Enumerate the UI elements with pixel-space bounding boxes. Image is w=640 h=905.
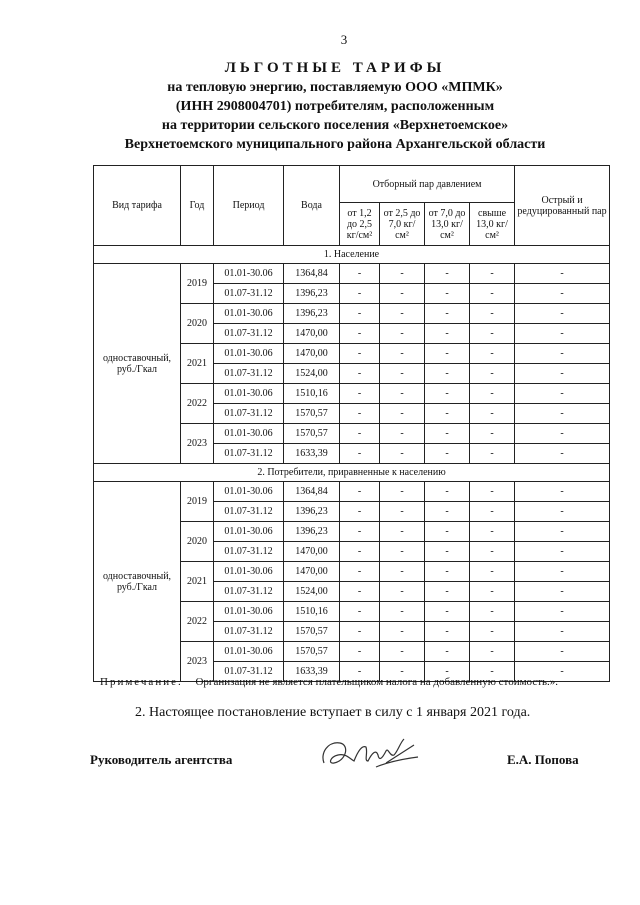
dash-cell: -: [515, 582, 610, 602]
year-cell: 2023: [181, 642, 214, 682]
header-steam-col: свыше 13,0 кг/см²: [470, 203, 515, 246]
dash-cell: -: [470, 324, 515, 344]
water-value-cell: 1570,57: [284, 424, 340, 444]
header-steam-col: от 7,0 до 13,0 кг/см²: [425, 203, 470, 246]
dash-cell: -: [470, 404, 515, 424]
water-value-cell: 1570,57: [284, 404, 340, 424]
water-value-cell: 1470,00: [284, 562, 340, 582]
dash-cell: -: [470, 364, 515, 384]
period-cell: 01.01-30.06: [214, 304, 284, 324]
dash-cell: -: [425, 662, 470, 682]
dash-cell: -: [425, 404, 470, 424]
dash-cell: -: [340, 562, 380, 582]
year-cell: 2022: [181, 602, 214, 642]
dash-cell: -: [425, 622, 470, 642]
dash-cell: -: [380, 324, 425, 344]
dash-cell: -: [470, 264, 515, 284]
dash-cell: -: [340, 364, 380, 384]
header-year: Год: [181, 166, 214, 246]
dash-cell: -: [470, 582, 515, 602]
period-cell: 01.07-31.12: [214, 444, 284, 464]
dash-cell: -: [340, 384, 380, 404]
water-value-cell: 1570,57: [284, 642, 340, 662]
dash-cell: -: [470, 642, 515, 662]
dash-cell: -: [380, 502, 425, 522]
dash-cell: -: [340, 542, 380, 562]
dash-cell: -: [470, 522, 515, 542]
dash-cell: -: [425, 522, 470, 542]
dash-cell: -: [425, 364, 470, 384]
period-cell: 01.07-31.12: [214, 502, 284, 522]
period-cell: 01.01-30.06: [214, 264, 284, 284]
dash-cell: -: [340, 482, 380, 502]
water-value-cell: 1396,23: [284, 304, 340, 324]
header-steam-group: Отборный пар давлением: [340, 166, 515, 203]
page-number: 3: [340, 32, 348, 47]
dash-cell: -: [340, 602, 380, 622]
table-row: [94, 482, 610, 502]
period-cell: 01.01-30.06: [214, 482, 284, 502]
dash-cell: -: [470, 562, 515, 582]
dash-cell: -: [380, 482, 425, 502]
dash-cell: -: [425, 344, 470, 364]
note-text: Организация не является плательщиком налога на добавленную стоимость.».: [195, 676, 559, 688]
dash-cell: -: [425, 284, 470, 304]
dash-cell: -: [380, 364, 425, 384]
title-line: (ИНН 2908004701) потребителям, расположенным: [175, 99, 495, 114]
dash-cell: -: [380, 642, 425, 662]
water-value-cell: 1470,00: [284, 324, 340, 344]
dash-cell: -: [425, 384, 470, 404]
dash-cell: -: [515, 444, 610, 464]
period-cell: 01.01-30.06: [214, 344, 284, 364]
period-cell: 01.01-30.06: [214, 562, 284, 582]
dash-cell: -: [515, 264, 610, 284]
dash-cell: -: [515, 642, 610, 662]
dash-cell: -: [340, 582, 380, 602]
dash-cell: -: [470, 344, 515, 364]
dash-cell: -: [380, 304, 425, 324]
year-cell: 2021: [181, 562, 214, 602]
period-cell: 01.01-30.06: [214, 424, 284, 444]
dash-cell: -: [425, 542, 470, 562]
dash-cell: -: [380, 424, 425, 444]
dash-cell: -: [380, 562, 425, 582]
document-title: [0, 58, 640, 154]
dash-cell: -: [425, 642, 470, 662]
dash-cell: -: [380, 384, 425, 404]
water-value-cell: 1633,39: [284, 444, 340, 464]
water-value-cell: 1364,84: [284, 264, 340, 284]
dash-cell: -: [340, 344, 380, 364]
water-value-cell: 1570,57: [284, 622, 340, 642]
header-period: Период: [214, 166, 284, 246]
dash-cell: -: [515, 482, 610, 502]
water-value-cell: 1396,23: [284, 522, 340, 542]
dash-cell: -: [470, 384, 515, 404]
table-body: [94, 246, 610, 682]
header-steam-col: от 2,5 до 7,0 кг/см²: [380, 203, 425, 246]
dash-cell: -: [515, 304, 610, 324]
dash-cell: -: [380, 444, 425, 464]
dash-cell: -: [515, 404, 610, 424]
dash-cell: -: [380, 522, 425, 542]
tariff-table: [93, 165, 610, 682]
dash-cell: -: [380, 344, 425, 364]
dash-cell: -: [340, 304, 380, 324]
signatory-position: Руководитель агентства: [90, 752, 233, 767]
year-cell: 2019: [181, 264, 214, 304]
dash-cell: -: [470, 502, 515, 522]
dash-cell: -: [380, 542, 425, 562]
dash-cell: -: [340, 622, 380, 642]
dash-cell: -: [470, 424, 515, 444]
dash-cell: -: [515, 562, 610, 582]
dash-cell: -: [340, 404, 380, 424]
title-heading: ЛЬГОТНЫЕ ТАРИФЫ: [224, 60, 446, 76]
dash-cell: -: [340, 324, 380, 344]
tariff-type-cell: одноставочный, руб./Гкал: [94, 264, 181, 464]
dash-cell: -: [515, 344, 610, 364]
year-cell: 2020: [181, 304, 214, 344]
dash-cell: -: [340, 284, 380, 304]
dash-cell: -: [425, 304, 470, 324]
water-value-cell: 1396,23: [284, 502, 340, 522]
period-cell: 01.07-31.12: [214, 622, 284, 642]
period-cell: 01.01-30.06: [214, 602, 284, 622]
dash-cell: -: [470, 444, 515, 464]
dash-cell: -: [470, 622, 515, 642]
dash-cell: -: [380, 602, 425, 622]
dash-cell: -: [425, 502, 470, 522]
dash-cell: -: [380, 662, 425, 682]
period-cell: 01.01-30.06: [214, 384, 284, 404]
year-cell: 2023: [181, 424, 214, 464]
dash-cell: -: [470, 662, 515, 682]
tariff-type-cell: одноставочный, руб./Гкал: [94, 482, 181, 682]
dash-cell: -: [515, 324, 610, 344]
period-cell: 01.07-31.12: [214, 324, 284, 344]
title-line: Верхнетоемского муниципального района Архангельской области: [124, 137, 546, 152]
dash-cell: -: [380, 284, 425, 304]
period-cell: 01.07-31.12: [214, 364, 284, 384]
water-value-cell: 1470,00: [284, 344, 340, 364]
table-row: [94, 264, 610, 284]
header-tariff-type: Вид тарифа: [94, 166, 181, 246]
dash-cell: -: [470, 542, 515, 562]
dash-cell: -: [380, 622, 425, 642]
dash-cell: -: [515, 284, 610, 304]
dash-cell: -: [515, 364, 610, 384]
year-cell: 2022: [181, 384, 214, 424]
dash-cell: -: [515, 522, 610, 542]
water-value-cell: 1524,00: [284, 364, 340, 384]
water-value-cell: 1396,23: [284, 284, 340, 304]
water-value-cell: 1510,16: [284, 602, 340, 622]
dash-cell: -: [340, 642, 380, 662]
dash-cell: -: [515, 542, 610, 562]
dash-cell: -: [340, 522, 380, 542]
dash-cell: -: [515, 602, 610, 622]
period-cell: 01.01-30.06: [214, 642, 284, 662]
section-title: 1. Население: [94, 246, 610, 264]
dash-cell: -: [425, 444, 470, 464]
dash-cell: -: [340, 662, 380, 682]
water-value-cell: 1470,00: [284, 542, 340, 562]
dash-cell: -: [470, 304, 515, 324]
dash-cell: -: [425, 424, 470, 444]
period-cell: 01.07-31.12: [214, 662, 284, 682]
note-label: Примечание.: [100, 676, 183, 688]
dash-cell: -: [425, 562, 470, 582]
water-value-cell: 1524,00: [284, 582, 340, 602]
dash-cell: -: [380, 264, 425, 284]
dash-cell: -: [380, 582, 425, 602]
period-cell: 01.07-31.12: [214, 404, 284, 424]
dash-cell: -: [425, 582, 470, 602]
effective-date-paragraph: 2. Настоящее постановление вступает в силу с 1 января 2021 года.: [135, 705, 531, 720]
header-water: Вода: [284, 166, 340, 246]
dash-cell: -: [340, 264, 380, 284]
period-cell: 01.07-31.12: [214, 284, 284, 304]
header-steam-col: от 1,2 до 2,5 кг/см²: [340, 203, 380, 246]
title-line: на территории сельского поселения «Верхнетоемское»: [161, 118, 509, 133]
dash-cell: -: [425, 264, 470, 284]
dash-cell: -: [515, 424, 610, 444]
dash-cell: -: [340, 444, 380, 464]
header-sharp-steam: Острый и редуцированный пар: [515, 166, 610, 246]
dash-cell: -: [425, 482, 470, 502]
water-value-cell: 1510,16: [284, 384, 340, 404]
signatory-name: Е.А. Попова: [507, 752, 579, 767]
dash-cell: -: [515, 622, 610, 642]
handwritten-signature: [316, 733, 426, 778]
period-cell: 01.01-30.06: [214, 522, 284, 542]
year-cell: 2021: [181, 344, 214, 384]
title-line: на тепловую энергию, поставляемую ООО «МПМК»: [167, 80, 503, 95]
dash-cell: -: [470, 602, 515, 622]
dash-cell: -: [470, 482, 515, 502]
note: [100, 676, 558, 688]
dash-cell: -: [515, 384, 610, 404]
water-value-cell: 1633,39: [284, 662, 340, 682]
section-title: 2. Потребители, приравненные к населению: [94, 464, 610, 482]
water-value-cell: 1364,84: [284, 482, 340, 502]
year-cell: 2019: [181, 482, 214, 522]
dash-cell: -: [380, 404, 425, 424]
dash-cell: -: [340, 502, 380, 522]
dash-cell: -: [340, 424, 380, 444]
dash-cell: -: [425, 602, 470, 622]
dash-cell: -: [515, 502, 610, 522]
period-cell: 01.07-31.12: [214, 582, 284, 602]
year-cell: 2020: [181, 522, 214, 562]
dash-cell: -: [425, 324, 470, 344]
dash-cell: -: [470, 284, 515, 304]
period-cell: 01.07-31.12: [214, 542, 284, 562]
dash-cell: -: [515, 662, 610, 682]
